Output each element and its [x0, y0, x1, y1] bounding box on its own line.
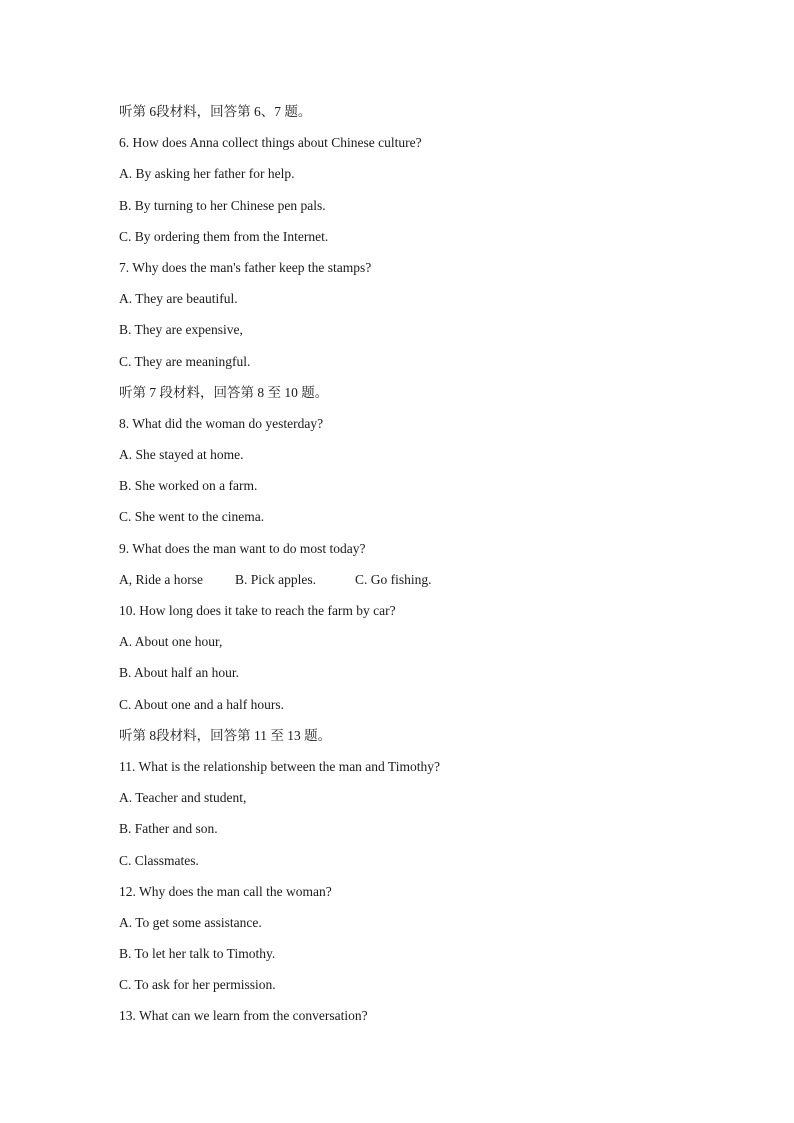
- question-10: 10. How long does it take to reach the farm by car?: [119, 603, 396, 618]
- question-11: 11. What is the relationship between the man and Timothy?: [119, 758, 440, 774]
- section-heading-7: 听第 7 段材料，回答第 8 至 10 题。: [119, 384, 329, 400]
- question-7: 7. Why does the man's father keep the stamps?: [119, 259, 372, 275]
- question-9: 9. What does the man want to do most today?: [119, 540, 366, 556]
- option-8c: C. She went to the cinema.: [119, 509, 265, 525]
- option-7b: B. They are expensive,: [119, 322, 243, 338]
- question-9-options: [119, 570, 719, 601]
- section-heading-6: 听第 6段材料，回答第 6、7 题。: [119, 104, 312, 119]
- option-9b: B. Pick apples.: [235, 571, 316, 587]
- option-10c: C. About one and a half hours.: [119, 696, 284, 712]
- option-8b: B. She worked on a farm.: [119, 478, 258, 494]
- question-6: 6. How does Anna collect things about Chinese culture?: [119, 135, 422, 151]
- option-6a: A. By asking her father for help.: [119, 166, 295, 182]
- option-6c: C. By ordering them from the Internet.: [119, 228, 329, 244]
- option-12c: C. To ask for her permission.: [119, 977, 276, 993]
- option-7a: A. They are beautiful.: [119, 291, 238, 307]
- section-heading-8: 听第 8段材料，回答第 11 至 13 题。: [119, 727, 332, 743]
- option-6b: B. By turning to her Chinese pen pals.: [119, 197, 326, 213]
- option-11a: A. Teacher and student,: [119, 790, 247, 806]
- question-12: 12. Why does the man call the woman?: [119, 883, 332, 899]
- option-11c: C. Classmates.: [119, 852, 199, 868]
- option-10a: A. About one hour,: [119, 634, 223, 650]
- option-9c: C. Go fishing.: [355, 571, 432, 587]
- option-12a: A. To get some assistance.: [119, 914, 262, 930]
- option-9a: A, Ride a horse: [119, 571, 203, 587]
- question-8: 8. What did the woman do yesterday?: [119, 415, 324, 431]
- option-7c: C. They are meaningful.: [119, 353, 251, 369]
- option-12b: B. To let her talk to Timothy.: [119, 946, 276, 962]
- document-page: [119, 102, 719, 1038]
- option-8a: A. She stayed at home.: [119, 447, 244, 463]
- option-10b: B. About half an hour.: [119, 665, 239, 681]
- question-13: 13. What can we learn from the conversation?: [119, 1008, 368, 1024]
- option-11b: B. Father and son.: [119, 821, 218, 837]
